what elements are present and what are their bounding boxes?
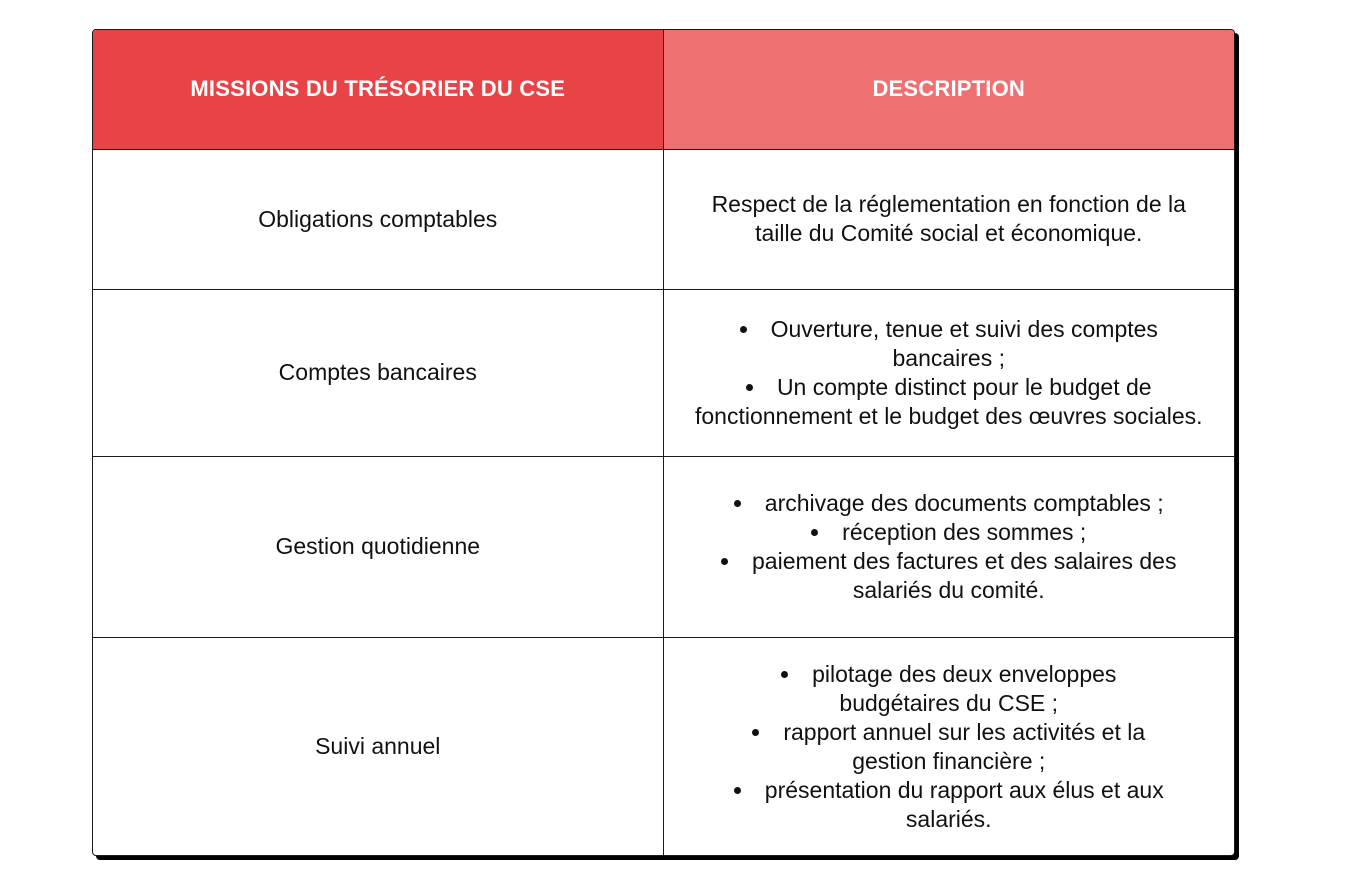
table-row xyxy=(93,456,1234,637)
mission-cell: Obligations comptables xyxy=(93,149,663,289)
missions-table xyxy=(92,29,1235,856)
missions-table-grid xyxy=(93,30,1234,856)
header-description: DESCRIPTION xyxy=(663,30,1234,149)
header-missions: MISSIONS DU TRÉSORIER DU CSE xyxy=(93,30,663,149)
header-row xyxy=(93,30,1234,149)
description-cell xyxy=(663,289,1234,456)
mission-cell: Comptes bancaires xyxy=(93,289,663,456)
list-item: • rapport annuel sur les activités et la gestion financière ; xyxy=(724,718,1175,776)
list-item: • réception des sommes ; xyxy=(712,518,1187,547)
description-list xyxy=(688,489,1211,605)
table-row xyxy=(93,289,1234,456)
description-cell xyxy=(663,456,1234,637)
table-row xyxy=(93,149,1234,289)
description-text: Respect de la réglementation en fonction de la taille du Comité social et économique. xyxy=(711,191,1186,246)
description-list xyxy=(688,660,1211,834)
list-item: • archivage des documents comptables ; xyxy=(712,489,1187,518)
list-item: • paiement des factures et des salaires des salariés du comité. xyxy=(712,547,1187,605)
mission-cell: Gestion quotidienne xyxy=(93,456,663,637)
description-list xyxy=(688,315,1211,431)
table-row xyxy=(93,637,1234,856)
description-cell xyxy=(663,637,1234,856)
list-item: • pilotage des deux enveloppes budgétaires du CSE ; xyxy=(724,660,1175,718)
list-item: • Ouverture, tenue et suivi des comptes bancaires ; xyxy=(688,315,1211,373)
list-item: • Un compte distinct pour le budget de fonctionnement et le budget des œuvres sociales. xyxy=(688,373,1211,431)
description-cell xyxy=(663,149,1234,289)
list-item: • présentation du rapport aux élus et aux salariés. xyxy=(724,776,1175,834)
mission-cell: Suivi annuel xyxy=(93,637,663,856)
